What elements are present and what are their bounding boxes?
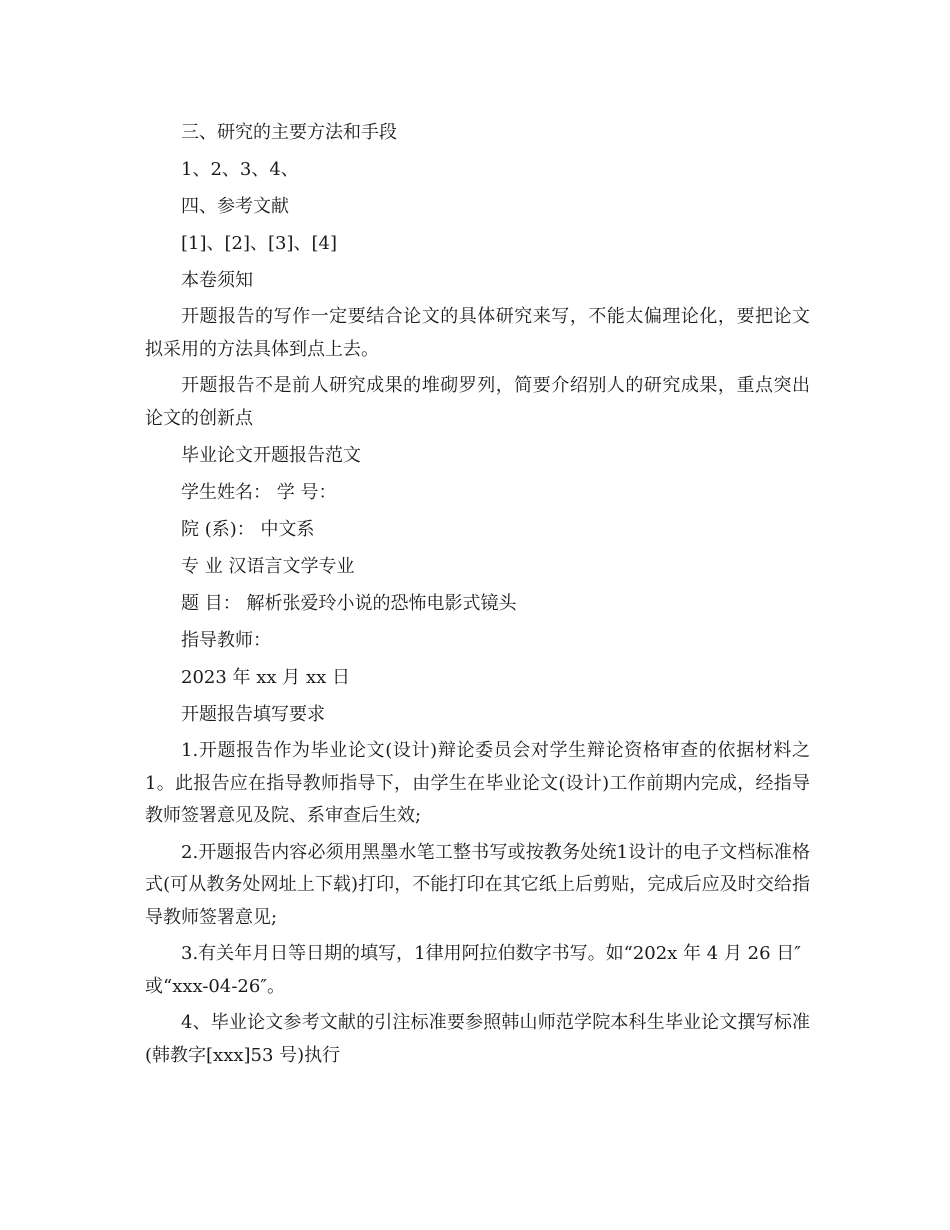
requirement-item-1: 1.开题报告作为毕业论文(设计)辩论委员会对学生辩论资格审查的依据材料之1。此报告应在指导教师指导下，由学生在毕业论文(设计)工作前期内完成，经指导教师签署意见及院、系审查后生效; xyxy=(145,740,810,826)
section-4-heading: 四、参考文献 xyxy=(181,196,289,217)
sample-title: 毕业论文开题报告范文 xyxy=(181,445,361,466)
requirements-heading: 开题报告填写要求 xyxy=(181,704,325,725)
section-4-references: [1]、[2]、[3]、[4] xyxy=(181,233,337,254)
requirement-item-2: 2.开题报告内容必须用黑墨水笔工整书写或按教务处统1设计的电子文档标准格式(可从教务处网址上下载)打印，不能打印在其它纸上后剪贴，完成后应及时交给指导教师签署意见; xyxy=(145,841,810,928)
advisor-line: 指导教师： xyxy=(181,630,271,651)
department-line: 院 (系)： 中文系 xyxy=(181,519,315,540)
document-body xyxy=(145,114,810,1074)
topic-line: 题 目： 解析张爱玲小说的恐怖电影式镜头 xyxy=(181,593,517,614)
notice-paragraph-1: 开题报告的写作一定要结合论文的具体研究来写，不能太偏理论化，要把论文拟采用的方法具体到点上去。 xyxy=(145,306,810,360)
student-name-line: 学生姓名： 学 号： xyxy=(181,482,337,503)
notice-paragraph-2: 开题报告不是前人研究成果的堆砌罗列，简要介绍别人的研究成果，重点突出论文的创新点 xyxy=(145,375,810,429)
section-3-heading: 三、研究的主要方法和手段 xyxy=(181,122,397,143)
date-line: 2023 年 xx 月 xx 日 xyxy=(181,667,351,688)
major-line: 专 业 汉语言文学专业 xyxy=(181,556,355,577)
notice-heading: 本卷须知 xyxy=(181,270,253,291)
requirement-item-4: 4、毕业论文参考文献的引注标准要参照韩山师范学院本科生毕业论文撰写标准(韩教字[xxx]53 号)执行 xyxy=(145,1012,810,1066)
section-3-items: 1、2、3、4、 xyxy=(181,159,299,180)
requirement-item-3: 3.有关年月日等日期的填写，1律用阿拉伯数字书写。如“202x 年 4 月 26 日″或“xxx-04-26″。 xyxy=(145,943,802,997)
